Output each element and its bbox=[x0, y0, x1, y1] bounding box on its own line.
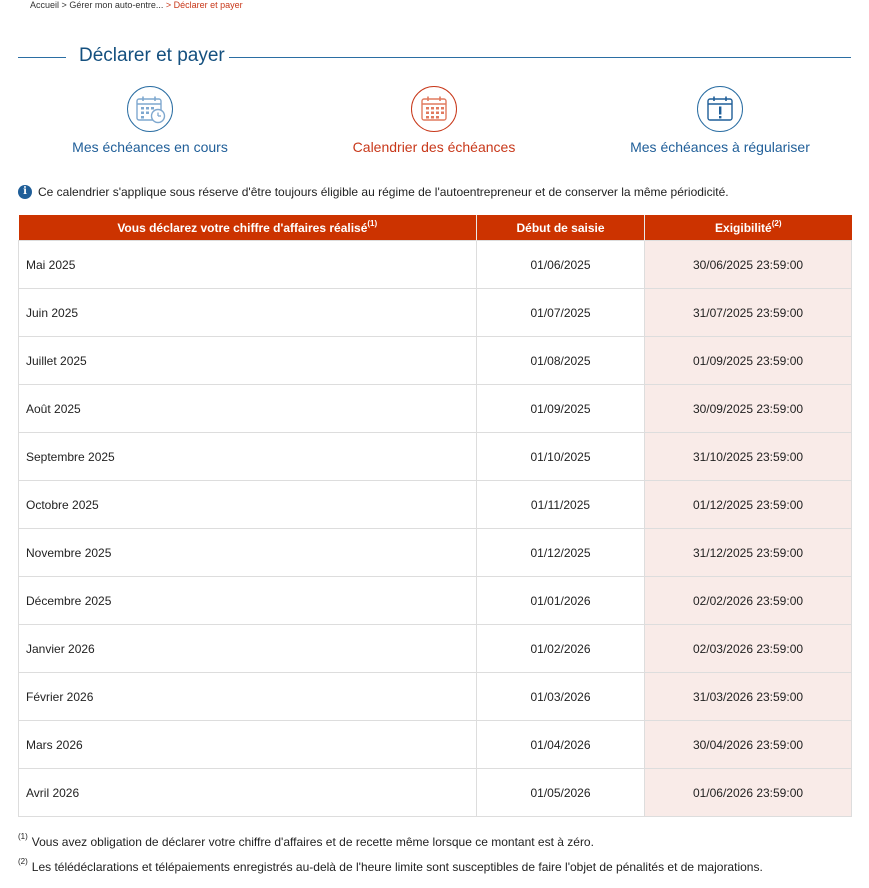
cell-period: Avril 2026 bbox=[19, 769, 477, 817]
cell-start: 01/01/2026 bbox=[477, 577, 645, 625]
table-header-row bbox=[19, 215, 852, 241]
cell-start: 01/10/2025 bbox=[477, 433, 645, 481]
cell-period: Juillet 2025 bbox=[19, 337, 477, 385]
calendar-alert-icon bbox=[697, 86, 743, 132]
nav-label: Mes échéances en cours bbox=[72, 139, 228, 155]
nav-mes-echeances-en-cours[interactable] bbox=[25, 86, 275, 158]
breadcrumb-home-link[interactable]: Accueil bbox=[30, 0, 60, 10]
cell-period: Mai 2025 bbox=[19, 241, 477, 289]
cell-start: 01/04/2026 bbox=[477, 721, 645, 769]
cell-due: 31/03/2026 23:59:00 bbox=[645, 673, 852, 721]
cell-due: 01/12/2025 23:59:00 bbox=[645, 481, 852, 529]
footnote-mark: (1) bbox=[18, 832, 28, 841]
table-row bbox=[19, 241, 852, 289]
footnote-1 bbox=[18, 828, 763, 853]
cell-due: 30/06/2025 23:59:00 bbox=[645, 241, 852, 289]
footnote-text: Vous avez obligation de déclarer votre chiffre d'affaires et de recette même lorsque ce montant est à zéro. bbox=[31, 835, 594, 849]
header-due bbox=[645, 215, 852, 241]
table-row bbox=[19, 673, 852, 721]
title-divider-right bbox=[229, 57, 851, 58]
nav-calendrier-des-echeances[interactable] bbox=[309, 86, 559, 158]
header-start-label: Début de saisie bbox=[516, 220, 605, 235]
cell-start: 01/09/2025 bbox=[477, 385, 645, 433]
calendar-clock-icon bbox=[127, 86, 173, 132]
header-due-label: Exigibilité bbox=[715, 221, 772, 235]
page-title: Déclarer et payer bbox=[79, 45, 225, 66]
footnote-2 bbox=[18, 853, 763, 878]
cell-start: 01/05/2026 bbox=[477, 769, 645, 817]
header-due-footnote-mark: (2) bbox=[771, 219, 782, 228]
cell-period: Février 2026 bbox=[19, 673, 477, 721]
cell-due: 31/10/2025 23:59:00 bbox=[645, 433, 852, 481]
cell-start: 01/08/2025 bbox=[477, 337, 645, 385]
breadcrumb bbox=[30, 0, 243, 10]
nav-label: Mes échéances à régulariser bbox=[630, 139, 810, 155]
info-icon: i bbox=[18, 185, 32, 199]
table-row bbox=[19, 385, 852, 433]
cell-due: 31/07/2025 23:59:00 bbox=[645, 289, 852, 337]
cell-due: 30/04/2026 23:59:00 bbox=[645, 721, 852, 769]
cell-period: Mars 2026 bbox=[19, 721, 477, 769]
cell-period: Octobre 2025 bbox=[19, 481, 477, 529]
cell-start: 01/07/2025 bbox=[477, 289, 645, 337]
page-title-row bbox=[18, 44, 851, 70]
cell-period: Juin 2025 bbox=[19, 289, 477, 337]
cell-due: 31/12/2025 23:59:00 bbox=[645, 529, 852, 577]
header-period bbox=[19, 215, 477, 241]
cell-period: Janvier 2026 bbox=[19, 625, 477, 673]
table-row bbox=[19, 721, 852, 769]
cell-start: 01/12/2025 bbox=[477, 529, 645, 577]
nav-mes-echeances-a-regulariser[interactable] bbox=[595, 86, 845, 158]
cell-start: 01/02/2026 bbox=[477, 625, 645, 673]
breadcrumb-parent-link[interactable]: Gérer mon auto-entre... bbox=[69, 0, 164, 10]
cell-start: 01/11/2025 bbox=[477, 481, 645, 529]
table-row bbox=[19, 769, 852, 817]
cell-due: 30/09/2025 23:59:00 bbox=[645, 385, 852, 433]
table-row bbox=[19, 289, 852, 337]
echeances-table bbox=[18, 215, 852, 817]
title-divider-left bbox=[18, 57, 66, 58]
cell-due: 01/06/2026 23:59:00 bbox=[645, 769, 852, 817]
info-text: Ce calendrier s'applique sous réserve d'être toujours éligible au régime de l'autoentrepreneur et de conserver la même périodicité. bbox=[38, 185, 729, 199]
cell-start: 01/03/2026 bbox=[477, 673, 645, 721]
cell-period: Août 2025 bbox=[19, 385, 477, 433]
cell-period: Septembre 2025 bbox=[19, 433, 477, 481]
calendar-icon bbox=[411, 86, 457, 132]
cell-start: 01/06/2025 bbox=[477, 241, 645, 289]
header-period-footnote-mark: (1) bbox=[367, 219, 378, 228]
cell-due: 01/09/2025 23:59:00 bbox=[645, 337, 852, 385]
table-row bbox=[19, 625, 852, 673]
table-row bbox=[19, 529, 852, 577]
breadcrumb-current: > Déclarer et payer bbox=[165, 0, 243, 10]
table-row bbox=[19, 481, 852, 529]
table-row bbox=[19, 433, 852, 481]
footnote-mark: (2) bbox=[18, 857, 28, 866]
cell-due: 02/03/2026 23:59:00 bbox=[645, 625, 852, 673]
table-row bbox=[19, 577, 852, 625]
header-period-label: Vous déclarez votre chiffre d'affaires réalisé bbox=[117, 221, 368, 235]
footnote-text: Les télédéclarations et télépaiements enregistrés au-delà de l'heure limite sont susceptibles de faire l'objet de pénalités et de majorations. bbox=[31, 860, 763, 874]
cell-period: Novembre 2025 bbox=[19, 529, 477, 577]
cell-period: Décembre 2025 bbox=[19, 577, 477, 625]
info-notice bbox=[18, 184, 729, 200]
table-row bbox=[19, 337, 852, 385]
header-start bbox=[477, 215, 645, 241]
cell-due: 02/02/2026 23:59:00 bbox=[645, 577, 852, 625]
nav-label: Calendrier des échéances bbox=[352, 139, 516, 155]
breadcrumb-separator: > bbox=[61, 0, 67, 10]
footnotes bbox=[18, 828, 763, 878]
